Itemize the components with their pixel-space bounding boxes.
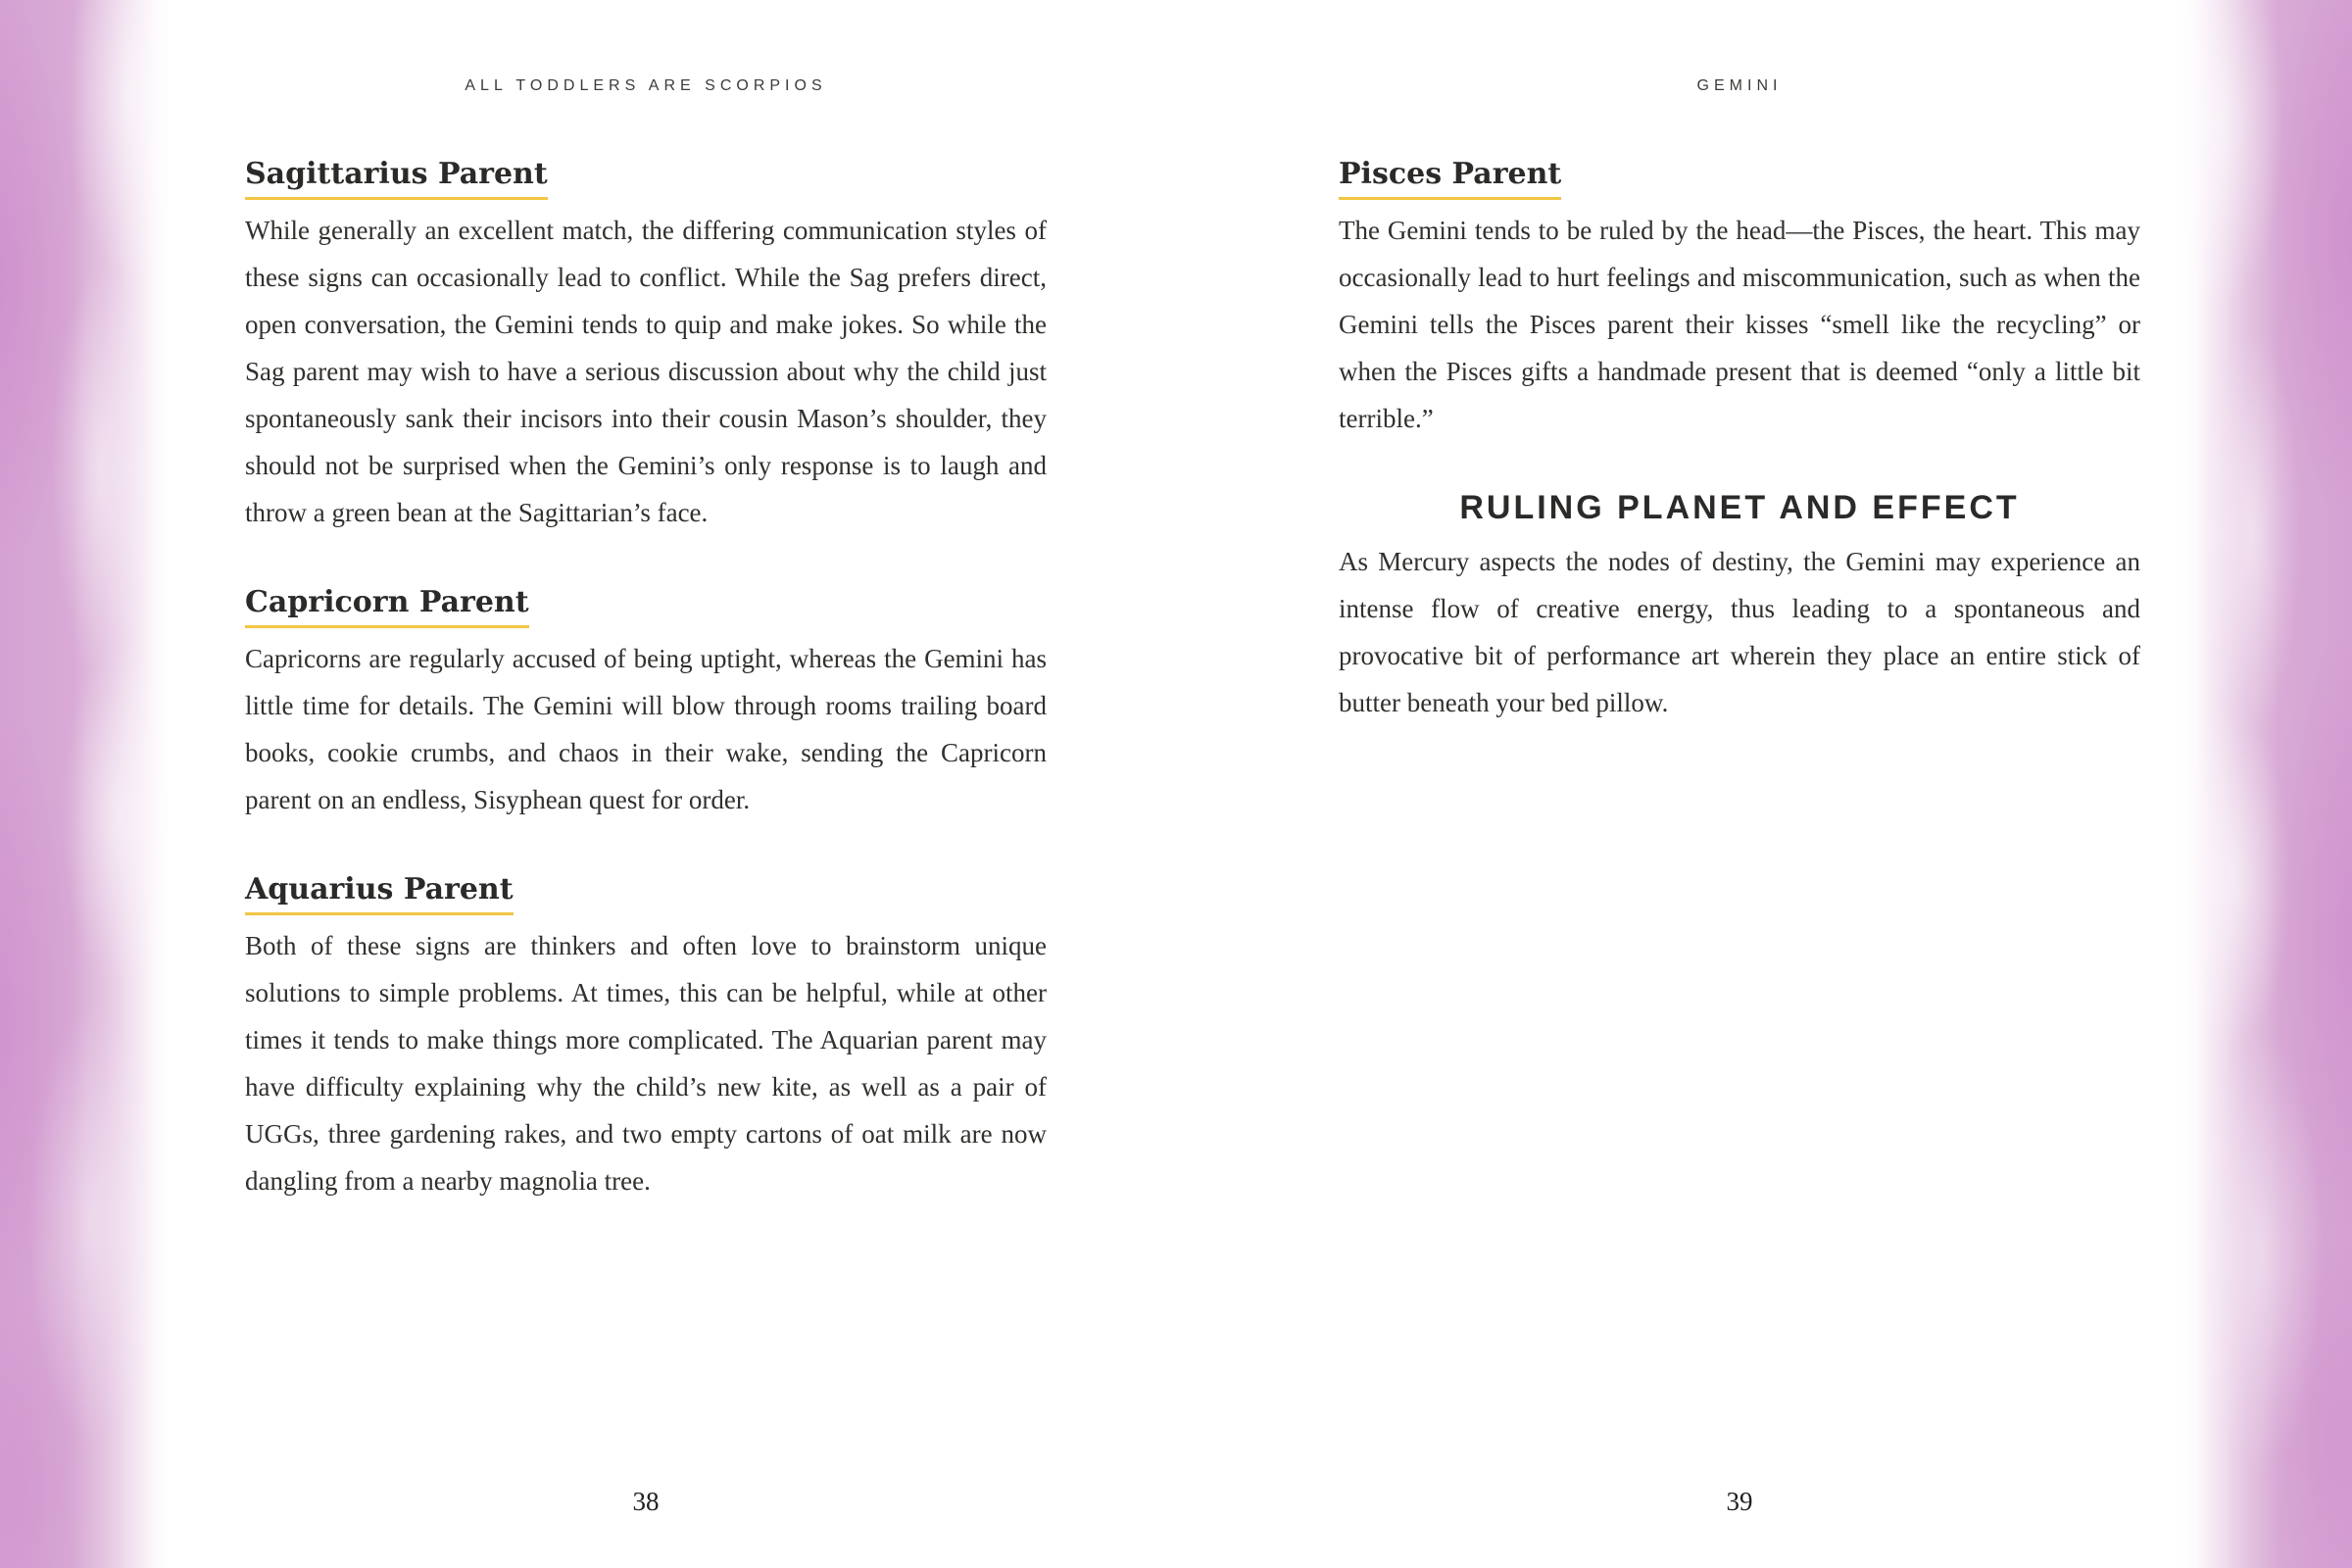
section-pisces-parent <box>1339 157 2140 442</box>
section-body-capricorn: Capricorns are regularly accused of being uptight, whereas the Gemini has little time for details. The Gemini will blow through rooms trailing board books, cookie crumbs, and chaos in their wake, sending the Capricorn parent on an endless, Sisyphean quest for order. <box>245 644 1047 814</box>
section-heading-capricorn: Capricorn Parent <box>245 585 529 628</box>
feature-heading-ruling-planet: RULING PLANET AND EFFECT <box>1459 489 2020 526</box>
section-body-aquarius: Both of these signs are thinkers and often love to brainstorm unique solutions to simple problems. At times, this can be helpful, while at other times it tends to make things more complicated. The Aquarian parent may have difficulty explaining why the child’s new kite, as well as a pair of UGGs, three gardening rakes, and two empty cartons of oat milk are now dangling from a nearby magnolia tree. <box>245 931 1047 1196</box>
feature-body-ruling-planet: As Mercury aspects the nodes of destiny, the Gemini may experience an intense flow of creative energy, thus leading to a spontaneous and provocative bit of performance art wherein they place an entire stick of butter beneath your bed pillow. <box>1339 547 2140 717</box>
section-ruling-planet <box>1339 487 2140 726</box>
page-left <box>245 0 1047 1568</box>
running-head-left: ALL TODDLERS ARE SCORPIOS <box>465 77 827 94</box>
section-body-pisces: The Gemini tends to be ruled by the head—the Pisces, the heart. This may occasionally lead to hurt feelings and miscommunication, such as when the Gemini tells the Pisces parent their kisses “smell like the recycling” or when the Pisces gifts a handmade present that is deemed “only a little bit terrible.” <box>1339 216 2140 433</box>
section-body-sagittarius: While generally an excellent match, the differing communication styles of these signs can occasionally lead to conflict. While the Sag prefers direct, open conversation, the Gemini tends to quip and make jokes. So while the Sag parent may wish to have a serious discussion about why the child just spontaneously sank their incisors into their cousin Mason’s shoulder, they should not be surprised when the Gemini’s only response is to laugh and throw a green bean at the Sagittarian’s face. <box>245 216 1047 527</box>
watercolor-border-left <box>0 0 181 1568</box>
section-heading-sagittarius: Sagittarius Parent <box>245 157 548 200</box>
section-sagittarius-parent <box>245 157 1047 536</box>
page-number-left: 38 <box>632 1487 660 1516</box>
running-head-right: GEMINI <box>1696 77 1783 94</box>
section-heading-pisces: Pisces Parent <box>1339 157 1561 200</box>
page-number-right: 39 <box>1726 1487 1753 1516</box>
section-aquarius-parent <box>245 872 1047 1204</box>
section-heading-aquarius: Aquarius Parent <box>245 872 514 915</box>
watercolor-border-right <box>2171 0 2352 1568</box>
page-right <box>1339 0 2140 1568</box>
section-capricorn-parent <box>245 585 1047 823</box>
